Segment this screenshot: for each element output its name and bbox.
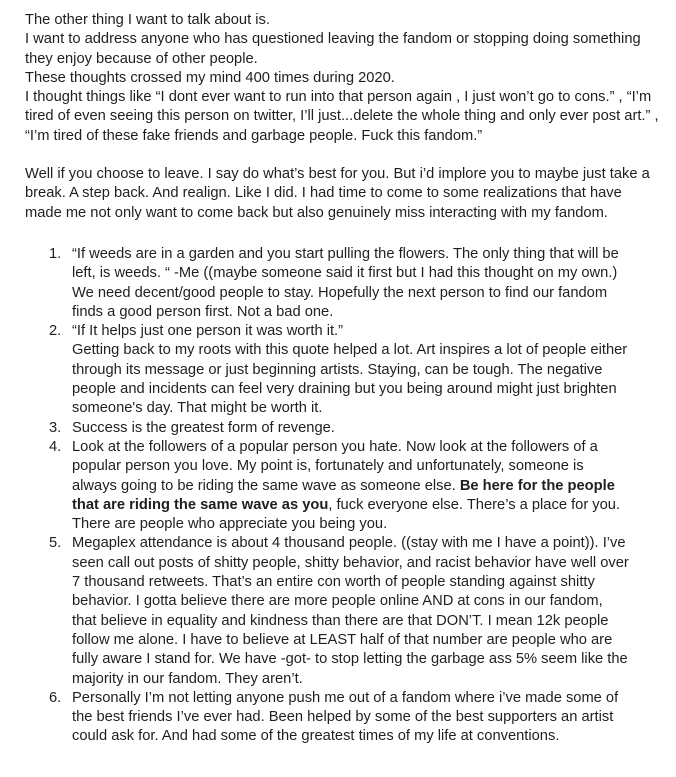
list-number: 2.: [49, 323, 62, 340]
paragraph-spacer: [25, 146, 660, 165]
list-item-text: “If weeds are in a garden and you start pulling the flowers. The only thing that will be left, is weeds. “ -Me ((maybe someone said it first but I had this thought on my own.): [72, 245, 619, 282]
list-item-text-run: Look at the followers of a popular person you hate. Now look at the followers of a popular person you love. My point is, fortunately and unfortunately, someone is always going to be riding the same wave as someone else.: [72, 438, 598, 494]
list-item-text: Getting back to my roots with this quote helped a lot. Art inspires a lot of people either through its message or just beginning artists. Staying, can be tough. The negative people and incidents can feel very draining but you being around might just brighten someone's day. That might be worth it.: [72, 342, 628, 417]
intro-line: The other thing I want to talk about is.: [25, 12, 270, 28]
list-item: [25, 322, 631, 418]
list-item-text: Personally I’m not letting anyone push me out of a fandom where i’ve made some of the best friends I’ve ever had. Been helped by some of the best supporters an artist could ask for. And had some of the greatest times of my life at conventions.: [72, 689, 619, 745]
intro-line: I thought things like “I dont ever want to run into that person again , I just won’t go to cons.” , “I’m tired of even seeing this person on twitter, I’ll just...delete the whole thing and only ever post art.” , “I’m tired of these fake friends and garbage people. Fuck this fandom.”: [25, 89, 659, 144]
bold-emphasis: Be here for the people that are riding the same wave as you: [72, 477, 615, 513]
list-number: 1.: [49, 245, 62, 262]
numbered-list: [25, 245, 631, 747]
intro-line: These thoughts crossed my mind 400 times during 2020.: [25, 69, 395, 86]
document-body: [25, 11, 660, 747]
list-item: [25, 419, 631, 438]
intro-line: I want to address anyone who has questioned leaving the fandom or stopping doing something they enjoy because of other people.: [25, 31, 641, 67]
list-item-text: Megaplex attendance is about 4 thousand people. ((stay with me I have a point)). I’ve seen call out posts of shitty people, shitty behavior, and racist behavior have well over 7 thousand retweets. That’s an entire con worth of people standing against shitty behavior. I gotta believe there are more people online AND at cons in our fandom, that believe in equality and kindness than there are that DON’T. I mean 12k people follow me alone. I have to believe at LEAST half of that number are people who are fully aware I stand for. We have -got- to stop letting the garbage ass 5% seem like the majority in our fandom. They aren’t.: [72, 535, 629, 687]
list-item-text: “If It helps just one person it was worth it.”: [72, 323, 344, 340]
paragraph-spacer: [25, 223, 660, 245]
intro-section: [25, 11, 660, 223]
list-number: 5.: [49, 535, 62, 552]
list-number: 6.: [49, 689, 62, 706]
list-item: [25, 438, 631, 534]
list-number: 3.: [49, 419, 62, 436]
list-item-text: Success is the greatest form of revenge.: [72, 419, 335, 436]
list-item: [25, 534, 631, 688]
list-number: 4.: [49, 438, 62, 455]
list-item: [25, 245, 631, 322]
intro-paragraph: Well if you choose to leave. I say do what’s best for you. But i’d implore you to maybe just take a break. A step back. And realign. Like I did. I had time to come to some realizations that have made me not only want to come back but also genuinely miss interacting with my fandom.: [25, 166, 650, 221]
list-item: [25, 689, 631, 747]
list-item-text-run: , fuck everyone else. There’s a place for you. There are people who appreciate you being you.: [72, 496, 621, 533]
list-item-text: We need decent/good people to stay. Hopefully the next person to find our fandom finds a good person first. Not a bad one.: [72, 284, 608, 320]
list-item-text: [72, 438, 631, 534]
